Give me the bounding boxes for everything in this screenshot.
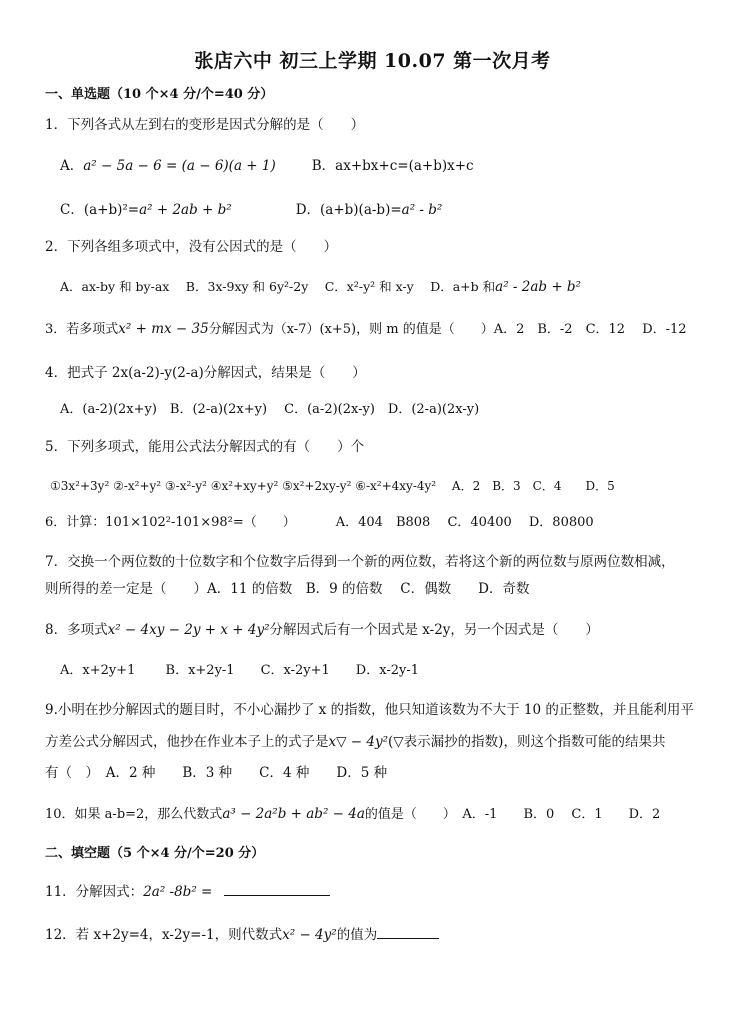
q9-line2-suffix: (▽表示漏抄的指数)，则这个指数可能的结果共 xyxy=(388,734,666,750)
q8-formula: x² − 4xy − 2y + x + 4y² xyxy=(107,622,270,638)
q9-formula: x▽ − 4y² xyxy=(328,734,389,750)
question-10 xyxy=(45,805,660,824)
question-11 xyxy=(45,883,330,901)
section-heading-single-choice: 一、单选题（10 个×4 分/个=40 分） xyxy=(45,87,274,102)
q8-prefix: 8．多项式 xyxy=(45,622,108,638)
question-5-stem: 5．下列多项式，能用公式法分解因式的有（ ）个 xyxy=(45,439,365,455)
question-2-options xyxy=(60,278,581,296)
question-5-options: ①3x²+3y² ②-x²+y² ③-x²-y² ④x²+xy+y² ⑤x²+2xy-y² ⑥-x²+4xy-4y² A．2 B．3 C．4 D．5 xyxy=(50,479,615,493)
q12-suffix: 的值为 xyxy=(336,927,378,943)
q10-formula: a³ − 2a²b + ab² − 4a xyxy=(222,806,365,822)
question-9-line-2 xyxy=(45,733,665,751)
q1-option-c-formula: a² + 2ab + b² xyxy=(139,202,232,218)
question-9-line-3: 有（ ） A．2 种 B．3 种 C．4 种 D．5 种 xyxy=(45,765,388,781)
q6-options: A．404 B808 C．40400 D．80800 xyxy=(335,515,594,530)
q9-line2-prefix: 方差公式分解因式，他抄在作业本子上的式子是 xyxy=(45,734,329,750)
q1-option-a-formula: a² − 5a − 6 = (a − 6)(a + 1) xyxy=(83,158,276,174)
q1-option-d-formula: a² - b² xyxy=(401,202,443,218)
question-4-stem: 4．把式子 2x(a-2)-y(2-a)分解因式，结果是（ ） xyxy=(45,365,366,381)
q1-option-a-label: A． xyxy=(60,158,84,174)
q12-prefix: 12．若 x+2y=4，x-2y=-1，则代数式 xyxy=(45,927,283,943)
q3-formula: x² + mx − 35 xyxy=(118,321,209,337)
exam-title: 张店六中 初三上学期 10.07 第一次月考 xyxy=(194,50,551,72)
q1-option-b: B．ax+bx+c=(a+b)x+c xyxy=(311,158,474,174)
question-1-options-cd xyxy=(60,201,442,219)
question-1-stem: 1．下列各式从左到右的变形是因式分解的是（ ） xyxy=(45,117,365,133)
q11-formula: 2a² -8b² xyxy=(143,884,197,900)
q12-answer-blank[interactable] xyxy=(377,926,439,939)
question-2-stem: 2．下列各组多项式中，没有公因式的是（ ） xyxy=(45,239,338,255)
q11-prefix: 11．分解因式： xyxy=(45,884,144,900)
q1-option-c-label: C．(a+b)²= xyxy=(60,202,140,218)
q6-stem: 6．计算：101×102²-101×98²=（ ） xyxy=(45,515,296,530)
q3-suffix: 分解因式为（x-7）(x+5)，则 m 的值是（ ）A．2 B．-2 C．12 D．-12 xyxy=(208,322,687,337)
q8-suffix: 分解因式后有一个因式是 x-2y，另一个因式是（ ） xyxy=(269,622,599,638)
q11-equals: = xyxy=(196,884,213,900)
q2-option-d-formula: a² - 2ab + b² xyxy=(495,279,581,295)
section-heading-fill-in: 二、填空题（5 个×4 分/个=20 分） xyxy=(45,846,265,861)
question-7-line-1: 7．交换一个两位数的十位数字和个位数字后得到一个新的两位数，若将这个新的两位数与原两位数相减， xyxy=(45,554,675,570)
q12-formula: x² − 4y² xyxy=(282,927,337,943)
q2-options-text: A．ax-by 和 by-ax B．3x-9xy 和 6y²-2y C．x²-y² 和 x-y D．a+b 和 xyxy=(60,279,496,294)
question-4-options: A．(a-2)(2x+y) B．(2-a)(2x+y) C．(a-2)(2x-y) D．(2-a)(2x-y) xyxy=(60,402,480,417)
question-9-line-1: 9.小明在抄分解因式的题目时，不小心漏抄了 x 的指数，他只知道该数为不大于 10 的正整数，并且能利用平 xyxy=(45,702,694,718)
question-3 xyxy=(45,320,687,339)
question-12 xyxy=(45,926,439,944)
question-8 xyxy=(45,621,599,639)
q11-answer-blank[interactable] xyxy=(224,883,330,896)
q10-prefix: 10．如果 a-b=2，那么代数式 xyxy=(45,807,223,822)
question-6 xyxy=(45,514,594,532)
q1-option-d-label: D．(a+b)(a-b)= xyxy=(295,202,402,218)
question-8-options: A．x+2y+1 B．x+2y-1 C．x-2y+1 D．x-2y-1 xyxy=(60,663,419,678)
q3-prefix: 3．若多项式 xyxy=(45,322,119,337)
question-7-line-2: 则所得的差一定是（ ）A．11 的倍数 B．9 的倍数 C．偶数 D．奇数 xyxy=(45,581,530,597)
question-1-options-ab xyxy=(60,157,474,175)
q10-suffix: 的值是（ ） A．-1 B．0 C．1 D．2 xyxy=(364,807,661,822)
